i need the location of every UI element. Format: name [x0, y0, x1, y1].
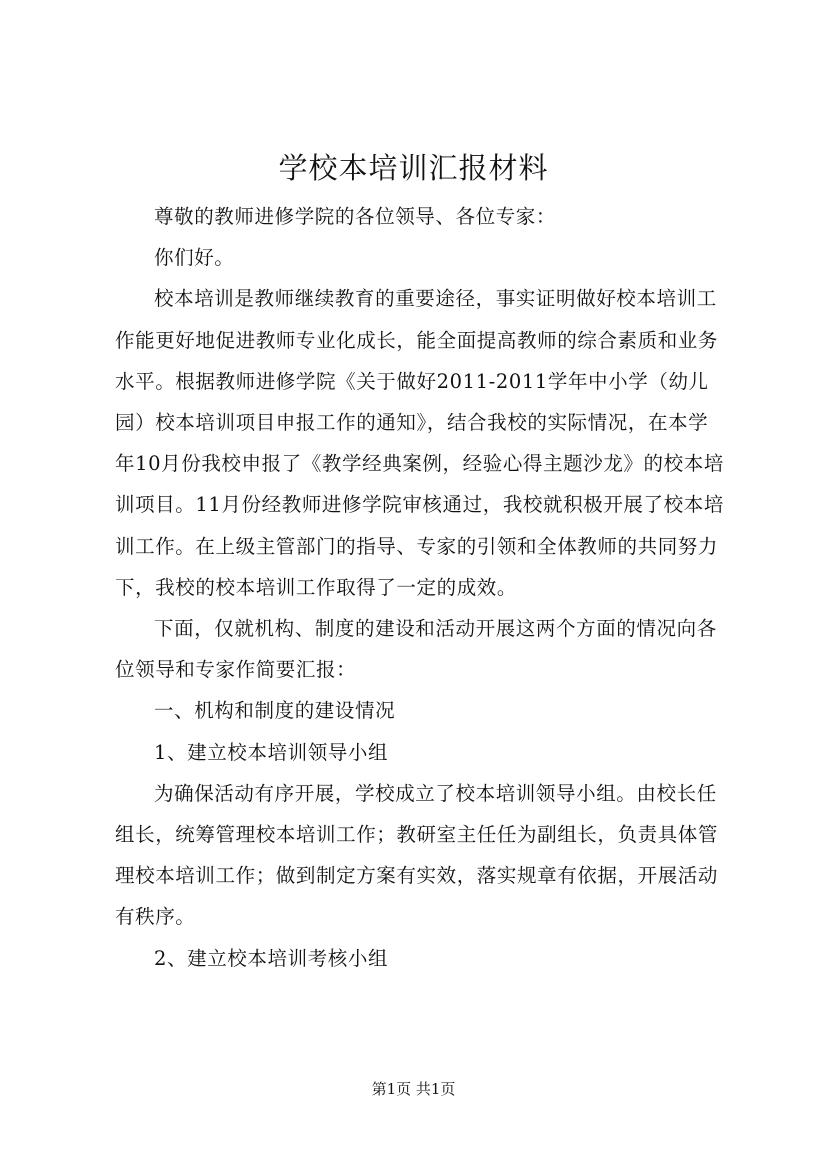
page-footer: 第1页 共1页	[371, 1080, 456, 1098]
document-title: 学校本培训汇报材料	[278, 151, 549, 185]
section-heading-1: 一、机构和制度的建设情况	[154, 699, 396, 723]
salutation-paragraph: 尊敬的教师进修学院的各位领导、各位专家：	[154, 205, 557, 228]
document-body	[115, 196, 725, 979]
subsection-heading-2: 2、建立校本培训考核小组	[154, 946, 389, 970]
subsection-heading-1: 1、建立校本培训领导小组	[154, 740, 389, 764]
leadership-group-paragraph: 为确保活动有序开展，学校成立了校本培训领导小组。由校长任组长，统筹管理校本培训工作；教研室主任任为副组长，负责具体管理校本培训工作；做到制定方案有实效，落实规章有依据，开展活动有秩序。	[115, 781, 719, 929]
greeting-paragraph: 你们好。	[154, 246, 235, 270]
summary-paragraph: 下面，仅就机构、制度的建设和活动开展这两个方面的情况向各位领导和专家作简要汇报：	[115, 617, 717, 682]
intro-paragraph: 校本培训是教师继续教育的重要途径，事实证明做好校本培训工作能更好地促进教师专业化成长，能全面提高教师的综合素质和业务水平。根据教师进修学院《关于做好2011-2011学年中小学（幼儿园）校本培训项目申报工作的通知》，结合我校的实际情况，在本学年10月份我校申报了《教学经典案例，经验心得主题沙龙》的校本培训项目。11月份经教师进修学院审核通过，我校就积极开展了校本培训工作。在上级主管部门的指导、专家的引领和全体教师的共同努力下，我校的校本培训工作取得了一定的成效。	[115, 287, 724, 599]
